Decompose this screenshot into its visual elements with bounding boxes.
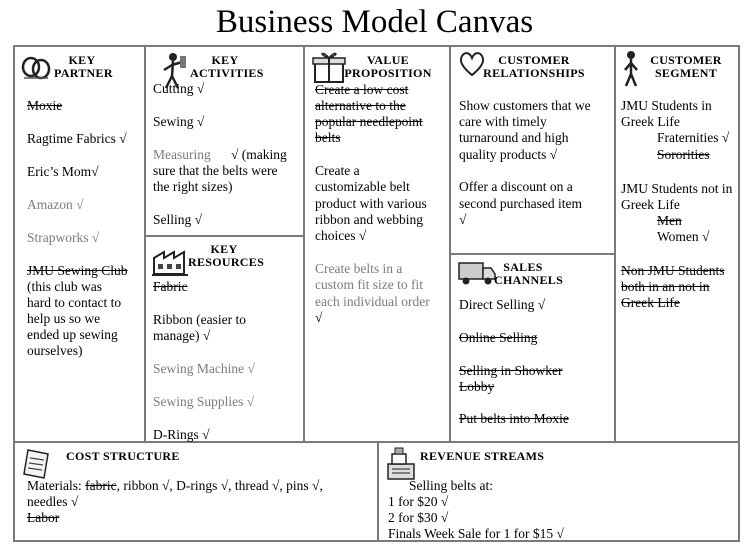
revenue-sale: Finals Week Sale for 1 for $15 √ (388, 526, 564, 541)
partner-strapworks: Strapworks √ (27, 230, 100, 245)
divider (449, 45, 451, 443)
cost-materials (27, 478, 323, 495)
channel-showker-lobby: Lobby (459, 379, 495, 394)
receipt-icon (22, 448, 52, 480)
divider (377, 441, 379, 542)
value-struck-line: alternative to the (315, 98, 406, 113)
segment-non-jmu: Greek Life (621, 295, 680, 310)
value-main-line: product with various (315, 196, 427, 211)
cost-materials-rest: , ribbon √, D-rings √, thread √, pins √, (116, 478, 323, 493)
segment-line: JMU Students not in (621, 181, 733, 196)
relationship-line: second purchased item (459, 196, 582, 211)
value-proposition-heading: VALUE PROPOSITION (344, 53, 432, 80)
relationship-check: √ (459, 212, 467, 227)
page-title: Business Model Canvas (215, 4, 534, 40)
relationship-line: turnaround and high (459, 130, 569, 145)
value-main-line: Create a (315, 163, 360, 178)
divider (13, 441, 740, 443)
relationship-line: quality products √ (459, 147, 558, 162)
sales-channels-heading: SALES CHANNELS (494, 260, 564, 287)
cost-materials-label: Materials: (27, 478, 82, 493)
truck-icon (457, 259, 497, 287)
cost-structure-heading: COST STRUCTURE (66, 449, 180, 463)
resource-d-rings: D-Rings √ (153, 427, 210, 442)
divider (303, 45, 305, 443)
resource-ribbon-note: manage) √ (153, 328, 211, 343)
segment-line: Greek Life (621, 197, 680, 212)
partner-sewing-club: JMU Sewing Club (27, 263, 128, 278)
activity-cutting: Cutting √ (153, 81, 205, 96)
resource-sewing-machine: Sewing Machine √ (153, 361, 255, 376)
segment-sororities: Sororities (657, 147, 710, 162)
divider (144, 235, 305, 237)
value-main-line: customizable belt (315, 179, 410, 194)
resource-ribbon: Ribbon (easier to (153, 312, 246, 327)
divider (614, 45, 616, 443)
partner-note-line: help us so we (27, 311, 101, 326)
person-icon (622, 50, 640, 88)
key-activities-heading: KEY ACTIVITIES (190, 53, 264, 80)
partner-amazon: Amazon √ (27, 197, 84, 212)
channel-online-selling: Online Selling (459, 330, 538, 345)
partner-erics-mom: Eric’s Mom√ (27, 164, 99, 179)
relationship-line: Show customers that we (459, 98, 591, 113)
activity-note-line: the right sizes) (153, 179, 233, 194)
chain-link-icon (20, 54, 52, 82)
activity-measuring: Measuring (153, 147, 211, 162)
partner-moxie: Moxie (27, 98, 63, 113)
value-struck-line: Create a low cost (315, 82, 409, 97)
resource-sewing-supplies: Sewing Supplies √ (153, 394, 255, 409)
value-gray-check: √ (315, 310, 323, 325)
cost-needles: needles √ (27, 494, 79, 509)
value-main-line: choices √ (315, 228, 367, 243)
relationship-line: Offer a discount on a (459, 179, 573, 194)
divider (449, 253, 616, 255)
value-gray-line: Create belts in a (315, 261, 403, 276)
customer-segment-heading: CUSTOMER SEGMENT (650, 53, 722, 80)
segment-women: Women √ (657, 229, 710, 244)
partner-note-line: hard to contact to (27, 295, 122, 310)
gift-box-icon (311, 50, 347, 84)
revenue-intro: Selling belts at: (409, 478, 493, 493)
partner-note-line: (this club was (27, 279, 102, 294)
cost-fabric: fabric (85, 478, 117, 493)
value-gray-line: custom fit size to fit (315, 277, 423, 292)
key-partner-heading: KEY PARTNER (54, 53, 113, 80)
segment-men: Men (657, 213, 682, 228)
value-gray-line: each individual order (315, 294, 430, 309)
resource-fabric: Fabric (153, 279, 188, 294)
segment-fraternities: Fraternities √ (657, 130, 730, 145)
factory-icon (150, 244, 190, 278)
segment-non-jmu: Non JMU Students (621, 263, 725, 278)
value-main-line: ribbon and webbing (315, 212, 423, 227)
partner-note-line: ourselves) (27, 343, 83, 358)
channel-showker: Selling in Showker (459, 363, 563, 378)
activity-measuring-note: √ (making (231, 147, 287, 162)
revenue-streams-heading: REVENUE STREAMS (420, 449, 545, 463)
cash-register-icon (385, 446, 417, 482)
divider (144, 45, 146, 443)
customer-relationships-heading: CUSTOMER RELATIONSHIPS (483, 53, 585, 80)
revenue-price: 2 for $30 √ (388, 510, 449, 525)
partner-note-line: ended up sewing (27, 327, 118, 342)
value-struck-line: belts (315, 130, 341, 145)
segment-non-jmu: both in an not in (621, 279, 710, 294)
channel-moxie: Put belts into Moxie (459, 411, 569, 426)
segment-line: Greek Life (621, 114, 680, 129)
value-struck-line: popular needlepoint (315, 114, 423, 129)
cost-labor: Labor (27, 510, 60, 525)
activity-selling: Selling √ (153, 212, 203, 227)
relationship-line: care with timely (459, 114, 547, 129)
activity-note-line: sure that the belts were (153, 163, 278, 178)
revenue-price: 1 for $20 √ (388, 494, 449, 509)
segment-line: JMU Students in (621, 98, 712, 113)
activity-sewing: Sewing √ (153, 114, 205, 129)
key-resources-heading: KEY RESOURCES (188, 242, 265, 269)
partner-ragtime: Ragtime Fabrics √ (27, 131, 127, 146)
channel-direct-selling: Direct Selling √ (459, 297, 546, 312)
